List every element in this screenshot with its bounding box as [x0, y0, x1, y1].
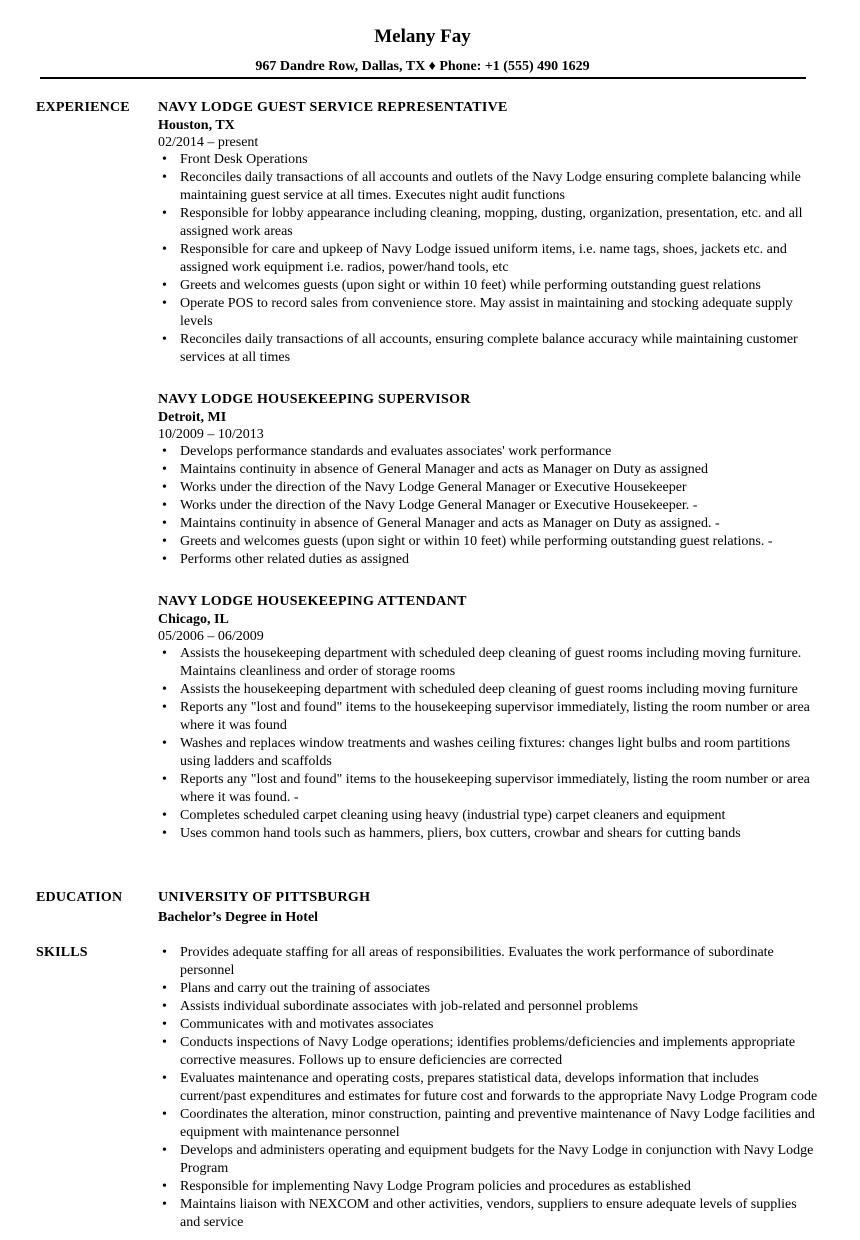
job-bullets	[158, 151, 818, 367]
bullet-icon: •	[162, 808, 167, 823]
bullet-icon: •	[162, 826, 167, 841]
bullet-text: Reports any "lost and found" items to the housekeeping supervisor immediately, listing the room number or area where it was found	[180, 700, 810, 733]
bullet-item	[158, 551, 818, 569]
bullet-text: Develops and administers operating and equipment budgets for the Navy Lodge in conjunction with Navy Lodge Program	[180, 1143, 814, 1176]
bullet-text: Maintains continuity in absence of General Manager and acts as Manager on Duty as assigned	[180, 462, 708, 477]
bullet-item	[158, 980, 818, 998]
job-title: NAVY LODGE GUEST SERVICE REPRESENTATIVE	[158, 100, 508, 115]
bullet-item	[158, 497, 818, 515]
bullet-icon: •	[162, 1107, 167, 1122]
bullet-text: Uses common hand tools such as hammers, pliers, box cutters, crowbar and shears for cutting bands	[180, 826, 741, 841]
bullet-item	[158, 1178, 818, 1196]
bullet-item	[158, 151, 818, 169]
bullet-icon: •	[162, 498, 167, 513]
bullet-item	[158, 944, 818, 980]
bullet-icon: •	[162, 152, 167, 167]
job-location: Detroit, MI	[158, 410, 227, 425]
job-entry	[158, 593, 818, 843]
bullet-text: Conducts inspections of Navy Lodge operations; identifies problems/deficiencies and implements appropriate corrective measures. Follows up to ensure deficiencies are corrected	[180, 1035, 796, 1068]
bullet-item	[158, 443, 818, 461]
bullet-text: Coordinates the alteration, minor construction, painting and preventive maintenance of Navy Lodge facilities and equipment with maintenance personnel	[180, 1107, 815, 1140]
bullet-icon: •	[162, 1017, 167, 1032]
bullet-icon: •	[162, 1071, 167, 1086]
bullet-text: Communicates with and motivates associates	[180, 1017, 434, 1032]
bullet-icon: •	[162, 242, 167, 257]
bullet-item	[158, 277, 818, 295]
experience-heading: EXPERIENCE	[36, 100, 130, 115]
bullet-text: Plans and carry out the training of associates	[180, 981, 430, 996]
bullet-icon: •	[162, 646, 167, 661]
bullet-text: Provides adequate staffing for all areas of responsibilities. Evaluates the work performance of subordinate personnel	[180, 945, 774, 978]
bullet-item	[158, 1142, 818, 1178]
bullet-item	[158, 1016, 818, 1034]
education-body	[158, 889, 818, 929]
bullet-item	[158, 169, 818, 205]
bullet-item	[158, 331, 818, 367]
bullet-icon: •	[162, 736, 167, 751]
job-dates: 10/2009 – 10/2013	[158, 427, 264, 442]
education-degree: Bachelor’s Degree in Hotel	[158, 910, 319, 925]
bullet-icon: •	[162, 981, 167, 996]
bullet-item	[158, 825, 818, 843]
bullet-item	[158, 295, 818, 331]
bullet-item	[158, 515, 818, 533]
bullet-item	[158, 807, 818, 825]
bullet-text: Works under the direction of the Navy Lodge General Manager or Executive Housekeeper	[180, 480, 687, 495]
bullet-text: Performs other related duties as assigned	[180, 552, 409, 567]
job-title: NAVY LODGE HOUSEKEEPING SUPERVISOR	[158, 392, 471, 407]
bullet-icon: •	[162, 206, 167, 221]
bullet-text: Reports any "lost and found" items to the housekeeping supervisor immediately, listing the room number or area where it was found. -	[180, 772, 810, 805]
bullet-item	[158, 645, 818, 681]
bullet-icon: •	[162, 444, 167, 459]
bullet-icon: •	[162, 170, 167, 185]
bullet-item	[158, 771, 818, 807]
bullet-text: Operate POS to record sales from convenience store. May assist in maintaining and stocking adequate supply levels	[180, 296, 793, 329]
bullet-item	[158, 998, 818, 1016]
bullet-text: Assists the housekeeping department with scheduled deep cleaning of guest rooms including moving furniture	[180, 682, 798, 697]
bullet-icon: •	[162, 552, 167, 567]
bullet-icon: •	[162, 682, 167, 697]
bullet-icon: •	[162, 1035, 167, 1050]
bullet-text: Assists individual subordinate associates with job-related and personnel problems	[180, 999, 639, 1014]
bullet-icon: •	[162, 516, 167, 531]
candidate-name: Melany Fay	[374, 26, 471, 47]
bullet-icon: •	[162, 296, 167, 311]
job-location: Chicago, IL	[158, 612, 229, 627]
education-school: UNIVERSITY OF PITTSBURGH	[158, 890, 371, 905]
education-heading: EDUCATION	[36, 890, 123, 905]
job-dates: 05/2006 – 06/2009	[158, 629, 264, 644]
bullet-item	[158, 735, 818, 771]
job-dates: 02/2014 – present	[158, 135, 259, 150]
bullet-text: Washes and replaces window treatments and washes ceiling fixtures: changes light bulbs and room partitions using ladders and scaffolds	[180, 736, 791, 769]
bullet-text: Maintains continuity in absence of General Manager and acts as Manager on Duty as assigned. -	[180, 516, 720, 531]
bullet-icon: •	[162, 700, 167, 715]
job-entry	[158, 391, 818, 569]
contact-line: 967 Dandre Row, Dallas, TX ♦ Phone: +1 (555) 490 1629	[255, 59, 590, 74]
header-divider	[40, 77, 806, 79]
bullet-text: Responsible for implementing Navy Lodge Program policies and procedures as established	[180, 1179, 691, 1194]
job-entry	[158, 99, 818, 367]
bullet-item	[158, 241, 818, 277]
bullet-item	[158, 479, 818, 497]
bullet-text: Reconciles daily transactions of all accounts, ensuring complete balance accuracy while maintaining customer services at all times	[180, 332, 798, 365]
bullet-text: Reconciles daily transactions of all accounts and outlets of the Navy Lodge ensuring complete balancing while maintaining guest service at all times. Executes night audit functions	[180, 170, 801, 203]
bullet-item	[158, 205, 818, 241]
bullet-item	[158, 1070, 818, 1106]
bullet-text: Evaluates maintenance and operating costs, prepares statistical data, develops information that includes current/past expenditures and estimates for future cost and forwards to the appropriate Navy Lodge Program code	[180, 1071, 818, 1104]
bullet-item	[158, 1106, 818, 1142]
bullet-item	[158, 1034, 818, 1070]
bullet-icon: •	[162, 1197, 167, 1212]
bullet-icon: •	[162, 945, 167, 960]
bullet-icon: •	[162, 480, 167, 495]
bullet-item	[158, 461, 818, 479]
bullet-text: Maintains liaison with NEXCOM and other activities, vendors, suppliers to ensure adequate levels of supplies and service	[180, 1197, 797, 1230]
skills-body	[158, 944, 818, 1232]
bullet-icon: •	[162, 462, 167, 477]
bullet-icon: •	[162, 1179, 167, 1194]
job-bullets	[158, 645, 818, 843]
bullet-text: Works under the direction of the Navy Lodge General Manager or Executive Housekeeper. -	[180, 498, 698, 513]
bullet-item	[158, 681, 818, 699]
bullet-icon: •	[162, 278, 167, 293]
bullet-item	[158, 533, 818, 551]
bullet-icon: •	[162, 1143, 167, 1158]
job-location: Houston, TX	[158, 118, 235, 133]
bullet-text: Responsible for lobby appearance including cleaning, mopping, dusting, organization, presentation, etc. and all assigned work areas	[180, 206, 803, 239]
job-bullets	[158, 443, 818, 569]
bullet-icon: •	[162, 772, 167, 787]
bullet-item	[158, 1196, 818, 1232]
job-title: NAVY LODGE HOUSEKEEPING ATTENDANT	[158, 594, 467, 609]
bullet-icon: •	[162, 534, 167, 549]
bullet-icon: •	[162, 999, 167, 1014]
bullet-text: Completes scheduled carpet cleaning using heavy (industrial type) carpet cleaners and equipment	[180, 808, 726, 823]
bullet-icon: •	[162, 332, 167, 347]
bullet-text: Responsible for care and upkeep of Navy Lodge issued uniform items, i.e. name tags, shoes, jackets etc. and assigned work equipment i.e. radios, power/hand tools, etc	[180, 242, 787, 275]
bullet-item	[158, 699, 818, 735]
bullet-text: Greets and welcomes guests (upon sight or within 10 feet) while performing outstanding guest relations. -	[180, 534, 773, 549]
skills-heading: SKILLS	[36, 945, 88, 960]
skills-bullets	[158, 944, 818, 1232]
bullet-text: Front Desk Operations	[180, 152, 308, 167]
bullet-text: Greets and welcomes guests (upon sight or within 10 feet) while performing outstanding guest relations	[180, 278, 761, 293]
bullet-text: Develops performance standards and evaluates associates' work performance	[180, 444, 612, 459]
bullet-text: Assists the housekeeping department with scheduled deep cleaning of guest rooms including moving furniture. Maintains cleanliness and order of storage rooms	[180, 646, 802, 679]
